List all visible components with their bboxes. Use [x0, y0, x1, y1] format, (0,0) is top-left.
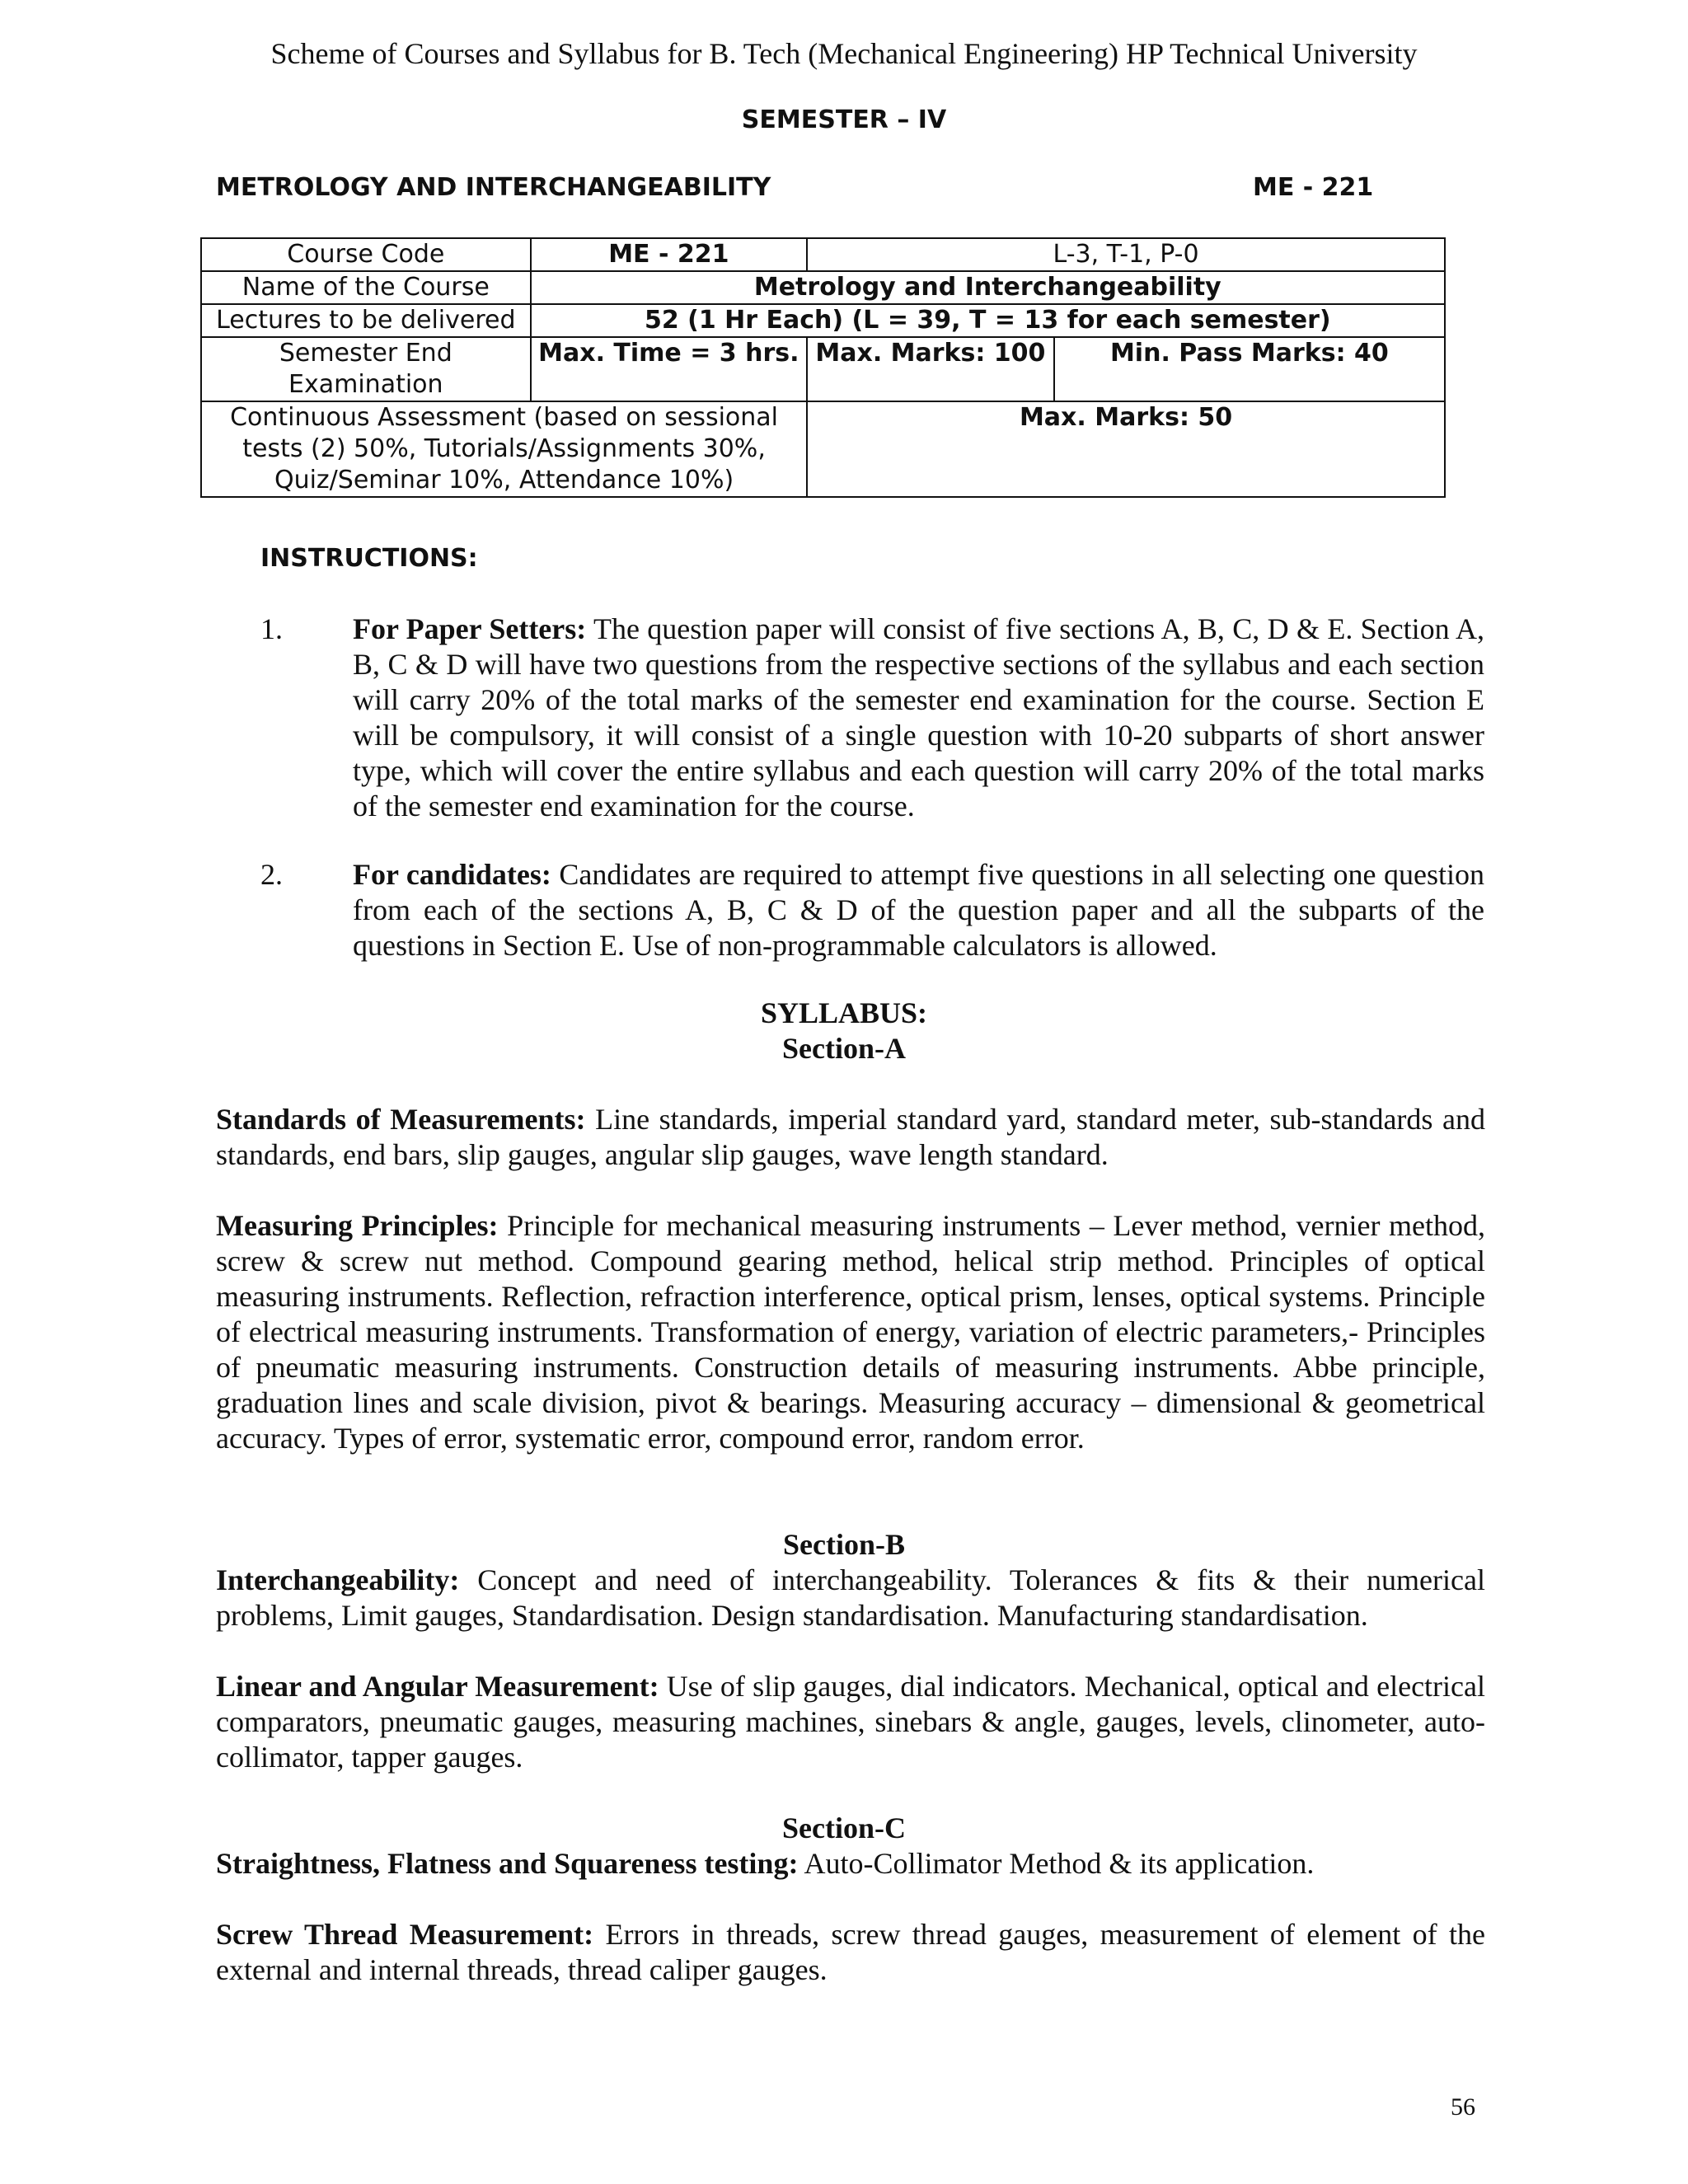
topic-text: Errors in threads, screw thread gauges, measurement of element of the external and internal threads, thread caliper gauges. — [216, 1918, 1485, 1986]
section-a-paragraph-1 — [216, 1102, 1485, 1173]
instruction-text: Candidates are required to attempt five questions in all selecting one question from each of the sections A, B, C & D of the question paper and all the subparts of the questions in Section E. Use of non-programmable calculators is allowed. — [353, 858, 1485, 962]
topic-lead: Standards of Measurements: — [216, 1103, 586, 1136]
min-pass-marks-value: Min. Pass Marks: 40 — [1054, 337, 1445, 401]
topic-text: Use of slip gauges, dial indicators. Mechanical, optical and electrical comparators, pneumatic gauges, measuring machines, sinebars & angle, gauges, levels, clinometer, auto-collimator, tapper gauges. — [216, 1670, 1486, 1774]
topic-lead: Interchangeability: — [216, 1563, 460, 1596]
section-c-heading: Section-C — [782, 1811, 906, 1844]
topic-text: Principle for mechanical measuring instruments – Lever method, vernier method, screw & screw nut method. Compound gearing method, helical strip method. Principles of optical measuring instruments. Reflection, refraction interference, optical prism, lenses, optical systems. Principle of electrical measuring instruments. Transformation of energy, variation of electric parameters,- Principles of pneumatic measuring instruments. Construction details of measuring instruments. Abbe principle, graduation lines and scale division, pivot & bearings. Measuring accuracy – dimensional & geometrical accuracy. Types of error, systematic error, compound error, random error. — [216, 1209, 1485, 1455]
topic-lead: Linear and Angular Measurement: — [216, 1670, 659, 1703]
section-a-paragraph-2 — [216, 1208, 1485, 1456]
instruction-lead: For Paper Setters: — [353, 612, 587, 645]
instruction-item — [260, 857, 1484, 963]
section-b-heading: Section-B — [783, 1528, 905, 1561]
topic-lead: Straightness, Flatness and Squareness testing: — [216, 1847, 799, 1880]
table-row — [201, 337, 1445, 401]
course-code-label: Course Code — [201, 238, 531, 271]
table-row — [201, 238, 1445, 271]
section-b-paragraph-2 — [216, 1669, 1485, 1775]
topic-text: Line standards, imperial standard yard, standard meter, sub-standards and standards, end bars, slip gauges, angular slip gauges, wave length standard. — [216, 1103, 1485, 1171]
syllabus-heading: SYLLABUS: — [760, 996, 928, 1029]
continuous-assessment-label: Continuous Assessment (based on sessional tests (2) 50%, Tutorials/Assignments 30%, Quiz/Seminar 10%, Attendance 10%) — [201, 401, 807, 497]
instructions-heading: INSTRUCTIONS: — [260, 544, 478, 573]
instruction-text: The question paper will consist of five sections A, B, C, D & E. Section A, B, C & D will have two questions from the respective sections of the syllabus and each section will carry 20% of the total marks of the semester end examination for the course. Section E will be compulsory, it will consist of a single question with 10-20 subparts of short answer type, which will cover the entire syllabus and each question will carry 20% of the total marks of the semester end examination for the course. — [353, 612, 1484, 823]
topic-text: Auto-Collimator Method & its application. — [798, 1847, 1315, 1880]
section-c-paragraph-1 — [216, 1846, 1485, 1882]
section-c-paragraph-2 — [216, 1917, 1485, 1988]
course-name-value: Metrology and Interchangeability — [531, 271, 1445, 304]
section-a-heading: Section-A — [782, 1032, 906, 1065]
semester-heading: SEMESTER – IV — [741, 105, 947, 134]
max-marks-value: Max. Marks: 100 — [807, 337, 1054, 401]
course-code-heading: ME - 221 — [1253, 173, 1374, 202]
lectures-value: 52 (1 Hr Each) (L = 39, T = 13 for each semester) — [531, 304, 1445, 337]
instruction-number: 1. — [260, 612, 283, 645]
course-code-value: ME - 221 — [531, 238, 808, 271]
exam-label: Semester End Examination — [201, 337, 531, 401]
instruction-lead: For candidates: — [353, 858, 551, 891]
lectures-label: Lectures to be delivered — [201, 304, 531, 337]
ltp-value: L-3, T-1, P-0 — [807, 238, 1445, 271]
course-info-table — [200, 237, 1446, 498]
course-title: METROLOGY AND INTERCHANGEABILITY — [216, 173, 771, 202]
table-row — [201, 401, 1445, 497]
instruction-item — [260, 612, 1484, 824]
continuous-assessment-value: Max. Marks: 50 — [807, 401, 1445, 497]
course-name-label: Name of the Course — [201, 271, 531, 304]
running-header: Scheme of Courses and Syllabus for B. Tech (Mechanical Engineering) HP Technical University — [270, 37, 1418, 70]
table-row — [201, 304, 1445, 337]
instruction-number: 2. — [260, 858, 283, 891]
topic-lead: Screw Thread Measurement: — [216, 1918, 594, 1951]
table-row — [201, 271, 1445, 304]
topic-lead: Measuring Principles: — [216, 1209, 499, 1242]
max-time-value: Max. Time = 3 hrs. — [531, 337, 808, 401]
topic-text: Concept and need of interchangeability. Tolerances & fits & their numerical problems, Limit gauges, Standardisation. Design standardisation. Manufacturing standardisation. — [216, 1563, 1485, 1632]
page-number: 56 — [1451, 2093, 1475, 2121]
section-b-paragraph-1 — [216, 1563, 1485, 1633]
